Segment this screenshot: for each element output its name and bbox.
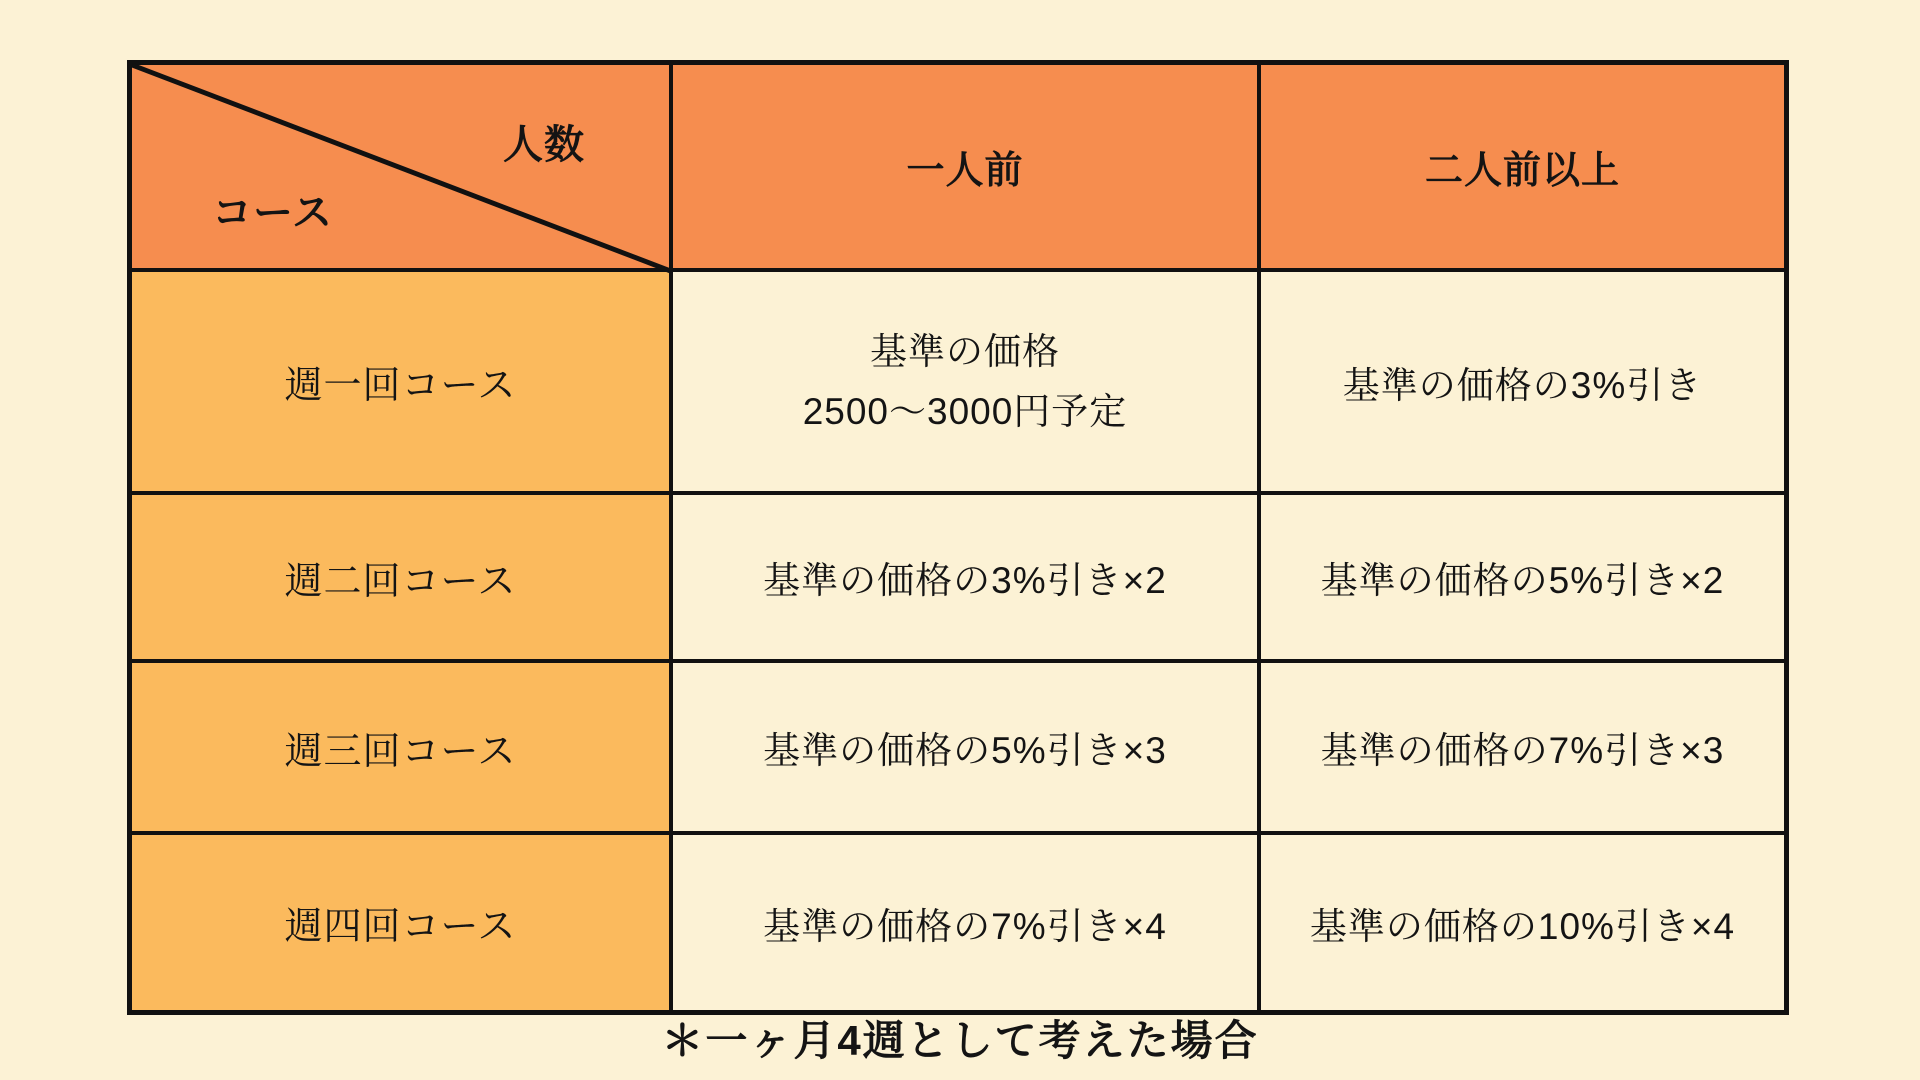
cell-week-four-two-servings: 基準の価格の10%引き×4 — [1261, 835, 1784, 1010]
row-label-week-three-times-course: 週三回コース — [132, 663, 673, 835]
cell-week-twice-one-serving: 基準の価格の3%引き×2 — [673, 495, 1261, 663]
corner-header-cell — [132, 65, 673, 272]
cell-week-once-one-serving — [673, 272, 1261, 495]
cell-week-three-two-servings: 基準の価格の7%引き×3 — [1261, 663, 1784, 835]
base-price-line: 基準の価格 — [870, 331, 1060, 373]
column-header-two-servings-or-more: 二人前以上 — [1261, 65, 1784, 272]
footnote: ＊一ヶ月4週として考えた場合 — [661, 1017, 1259, 1064]
row-label-week-four-times-course: 週四回コース — [132, 835, 673, 1010]
cell-week-three-one-serving: 基準の価格の5%引き×3 — [673, 663, 1261, 835]
price-range-line: 2500〜3000円予定 — [802, 390, 1128, 432]
cell-week-four-one-serving: 基準の価格の7%引き×4 — [673, 835, 1261, 1010]
cell-week-once-one-serving-text — [803, 322, 1128, 440]
row-label-week-once-course: 週一回コース — [132, 272, 673, 495]
cell-week-once-two-servings: 基準の価格の3%引き — [1261, 272, 1784, 495]
corner-label-course: コース — [212, 191, 333, 235]
column-header-one-serving: 一人前 — [673, 65, 1261, 272]
pricing-table — [127, 60, 1789, 1015]
cell-week-twice-two-servings: 基準の価格の5%引き×2 — [1261, 495, 1784, 663]
row-label-week-twice-course: 週二回コース — [132, 495, 673, 663]
corner-label-people-count: 人数 — [503, 123, 585, 167]
